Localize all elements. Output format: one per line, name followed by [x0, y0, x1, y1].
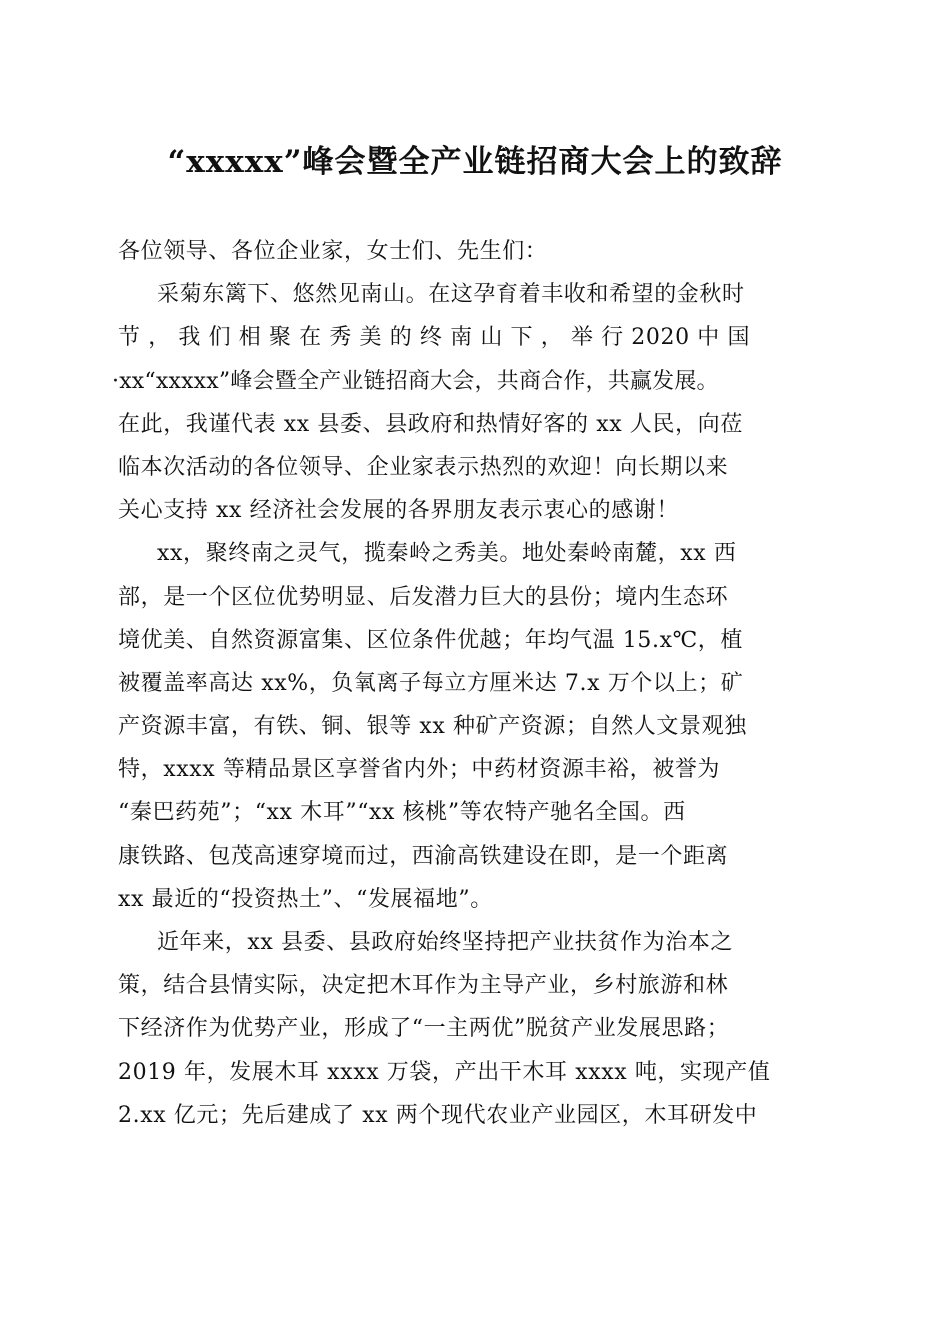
- paragraph-line: xx 最近的“投资热土”、“发展福地”。: [118, 886, 493, 912]
- paragraph-line: 康铁路、包茂高速穿境而过，西渝高铁建设在即，是一个距离: [118, 843, 729, 869]
- paragraph-line: 在此，我谨代表 xx 县委、县政府和热情好客的 xx 人民，向莅: [118, 411, 743, 437]
- paragraph-line: “秦巴药苑”；“xx 木耳”“xx 核桃”等农特产驰名全国。西: [118, 800, 686, 826]
- paragraph-line: 2.xx 亿元；先后建成了 xx 两个现代农业产业园区，木耳研发中: [118, 1102, 758, 1128]
- paragraph-line: 下经济作为优势产业，形成了“一主两优”脱贫产业发展思路；: [118, 1016, 730, 1042]
- salutation-line: 各位领导、各位企业家，女士们、先生们：: [118, 239, 548, 264]
- document-body: [112, 230, 840, 1137]
- paragraph-line: 采菊东篱下、悠然见南山。在这孕育着丰收和希望的金秋时: [157, 282, 745, 308]
- paragraph-line: 特，xxxx 等精品景区享誉省内外；中药材资源丰裕，被誉为: [118, 757, 721, 783]
- paragraph-line: 节 ， 我 们 相 聚 在 秀 美 的 终 南 山 下 ， 举 行 2020 中 国: [118, 325, 751, 351]
- paragraph-line: xx，聚终南之灵气，揽秦岭之秀美。地处秦岭南麓，xx 西: [157, 541, 737, 567]
- paragraph-line: 关心支持 xx 经济社会发展的各界朋友表示衷心的感谢！: [118, 498, 680, 524]
- paragraph-line: 近年来，xx 县委、县政府始终坚持把产业扶贫作为治本之: [157, 930, 734, 955]
- document-title: “xxxxx”峰会暨全产业链招商大会上的致辞: [167, 144, 783, 180]
- paragraph-line: 境优美、自然资源富集、区位条件优越；年均气温 15.x℃，植: [118, 627, 743, 653]
- paragraph-line: 2019 年，发展木耳 xxxx 万袋，产出干木耳 xxxx 吨，实现产值: [118, 1059, 771, 1085]
- paragraph-line: 临本次活动的各位领导、企业家表示热烈的欢迎！向长期以来: [118, 454, 729, 480]
- paragraph-line: 被覆盖率高达 xx%，负氧离子每立方厘米达 7.x 万个以上；矿: [118, 670, 744, 696]
- paragraph-line: 部，是一个区位优势明显、后发潜力巨大的县份；境内生态环: [118, 584, 729, 610]
- paragraph-line: 策，结合县情实际，决定把木耳作为主导产业，乡村旅游和林: [118, 973, 729, 999]
- paragraph-line: 产资源丰富，有铁、铜、银等 xx 种矿产资源；自然人文景观独: [118, 714, 747, 740]
- paragraph-line: ·xx“xxxxx”峰会暨全产业链招商大会，共商合作，共赢发展。: [112, 368, 719, 394]
